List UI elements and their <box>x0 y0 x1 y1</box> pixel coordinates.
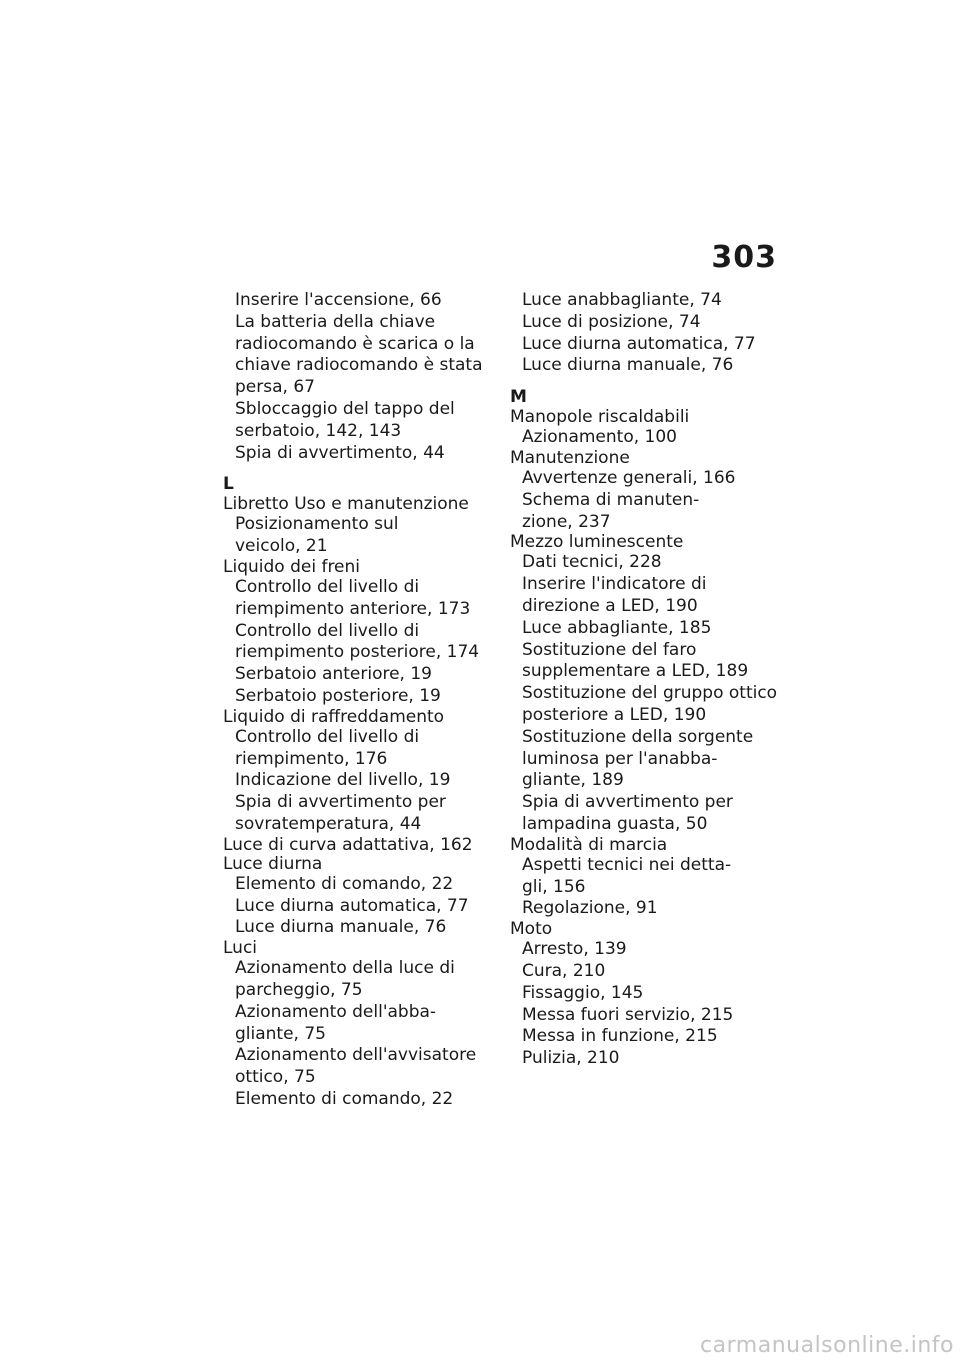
index-line: Spia di avvertimento, 44 <box>235 442 445 463</box>
index-column-left <box>223 290 498 1111</box>
index-line: radiocomando è scarica o la <box>235 333 475 354</box>
index-sub-entry <box>223 399 498 443</box>
index-line: luminosa per l'anabba- <box>522 748 718 769</box>
index-line: Inserire l'indicatore di <box>522 574 707 595</box>
index-line: gliante, 75 <box>235 1023 326 1044</box>
index-line: Elemento di comando, 22 <box>235 1088 454 1109</box>
index-main-entry <box>223 836 498 855</box>
index-line: Luce anabbagliante, 74 <box>522 290 722 310</box>
index-line: Sostituzione del gruppo ottico <box>522 683 778 704</box>
index-sub-entry <box>223 958 498 1002</box>
index-line: Luce diurna automatica, 77 <box>235 895 469 916</box>
index-line: gli, 156 <box>522 876 586 897</box>
index-line: Luci <box>223 938 258 959</box>
index-sub-entry <box>510 855 790 899</box>
index-line: Serbatoio anteriore, 19 <box>235 664 432 685</box>
index-line: Azionamento, 100 <box>522 427 677 448</box>
index-line: M <box>510 387 527 408</box>
index-sub-entry <box>223 514 498 558</box>
index-sub-entry <box>223 770 498 792</box>
index-line: L <box>223 474 234 495</box>
index-line: Elemento di comando, 22 <box>235 873 454 894</box>
index-sub-entry <box>510 618 790 640</box>
index-letter-heading <box>223 474 498 495</box>
index-sub-entry <box>510 312 790 334</box>
index-sub-entry <box>510 552 790 574</box>
index-line: sovratemperatura, 44 <box>235 813 422 834</box>
index-line: Serbatoio posteriore, 19 <box>235 685 441 706</box>
index-line: chiave radiocomando è stata <box>235 355 483 376</box>
index-sub-entry <box>510 939 790 961</box>
index-line: Sostituzione del faro <box>522 639 697 660</box>
index-line: Luce diurna manuale, 76 <box>522 355 734 376</box>
index-sub-entry <box>510 490 790 534</box>
index-line: Messa in funzione, 215 <box>522 1026 718 1047</box>
index-line: Controllo del livello di <box>235 726 420 747</box>
index-main-entry <box>223 495 498 514</box>
index-line: Aspetti tecnici nei detta- <box>522 854 732 875</box>
index-column-right <box>510 290 790 1070</box>
index-main-entry <box>223 558 498 577</box>
index-line: direzione a LED, 190 <box>522 595 698 616</box>
index-line: Azionamento dell'avvisatore <box>235 1045 477 1066</box>
index-line: Luce abbagliante, 185 <box>522 617 712 638</box>
index-line: Arresto, 139 <box>522 939 627 960</box>
index-main-entry <box>510 408 790 427</box>
index-main-entry <box>510 449 790 468</box>
index-sub-entry <box>223 621 498 665</box>
index-sub-entry <box>223 792 498 836</box>
index-line: Messa fuori servizio, 215 <box>522 1004 734 1025</box>
index-sub-entry <box>510 727 790 792</box>
index-sub-entry <box>223 1089 498 1111</box>
index-line: Schema di manuten- <box>522 489 700 510</box>
index-sub-entry <box>223 896 498 918</box>
index-line: supplementare a LED, 189 <box>522 661 749 682</box>
index-line: Mezzo luminescente <box>510 532 684 553</box>
index-sub-entry <box>510 355 790 377</box>
index-sub-entry <box>223 727 498 771</box>
index-line: zione, 237 <box>522 511 611 532</box>
index-line: Modalità di marcia <box>510 834 668 855</box>
index-line: Luce di posizione, 74 <box>522 311 701 332</box>
index-line: Controllo del livello di <box>235 576 420 597</box>
index-sub-entry <box>510 427 790 449</box>
index-sub-entry <box>510 1026 790 1048</box>
index-sub-entry <box>510 468 790 490</box>
index-letter-heading <box>510 387 790 408</box>
index-line: Luce diurna manuale, 76 <box>235 917 447 938</box>
page-number: 303 <box>711 240 777 275</box>
index-main-entry <box>510 836 790 855</box>
index-line: Cura, 210 <box>522 960 606 981</box>
index-sub-entry <box>510 792 790 836</box>
index-line: parcheggio, 75 <box>235 979 363 1000</box>
index-sub-entry <box>223 664 498 686</box>
index-line: Indicazione del livello, 19 <box>235 770 451 791</box>
index-sub-entry <box>510 961 790 983</box>
index-sub-entry <box>223 1045 498 1089</box>
index-sub-entry <box>223 874 498 896</box>
index-line: Controllo del livello di <box>235 620 420 641</box>
index-sub-entry <box>510 683 790 727</box>
index-sub-entry <box>223 290 498 312</box>
index-sub-entry <box>510 574 790 618</box>
index-sub-entry <box>223 312 498 399</box>
index-sub-entry <box>510 898 790 920</box>
index-line: serbatoio, 142, 143 <box>235 420 402 441</box>
index-line: gliante, 189 <box>522 770 624 791</box>
index-line: Liquido di raffreddamento <box>223 706 445 727</box>
index-sub-entry <box>223 686 498 708</box>
index-line: Liquido dei freni <box>223 556 361 577</box>
index-line: Spia di avvertimento per <box>235 792 446 813</box>
index-line: Avvertenze generali, 166 <box>522 467 736 488</box>
index-sub-entry <box>510 334 790 356</box>
index-line: ottico, 75 <box>235 1067 316 1088</box>
index-main-entry <box>510 920 790 939</box>
index-line: riempimento anteriore, 173 <box>235 598 471 619</box>
index-line: Spia di avvertimento per <box>522 792 733 813</box>
index-line: persa, 67 <box>235 377 315 398</box>
index-line: Posizionamento sul <box>235 514 399 535</box>
index-main-entry <box>223 939 498 958</box>
index-line: Libretto Uso e manutenzione <box>223 494 469 515</box>
index-line: Dati tecnici, 228 <box>522 552 662 573</box>
index-sub-entry <box>223 443 498 465</box>
index-sub-entry <box>223 1002 498 1046</box>
index-line: veicolo, 21 <box>235 536 328 557</box>
index-line: riempimento, 176 <box>235 748 388 769</box>
index-line: Manopole riscaldabili <box>510 407 690 428</box>
index-line: Fissaggio, 145 <box>522 982 644 1003</box>
index-line: Manutenzione <box>510 447 630 468</box>
index-line: Sostituzione della sorgente <box>522 726 754 747</box>
index-sub-entry <box>510 1005 790 1027</box>
index-sub-entry <box>223 917 498 939</box>
index-sub-entry <box>510 1048 790 1070</box>
watermark: carmanualsonline.info <box>700 1333 954 1358</box>
index-line: Luce di curva adattativa, 162 <box>223 834 473 855</box>
index-line: Luce diurna automatica, 77 <box>522 333 756 354</box>
index-sub-entry <box>510 640 790 684</box>
index-line: La batteria della chiave <box>235 311 436 332</box>
index-sub-entry <box>223 577 498 621</box>
index-line: Regolazione, 91 <box>522 898 658 919</box>
index-line: Moto <box>510 919 553 940</box>
index-main-entry <box>510 533 790 552</box>
index-line: Azionamento della luce di <box>235 958 455 979</box>
index-line: Azionamento dell'abba- <box>235 1001 437 1022</box>
index-line: Pulizia, 210 <box>522 1048 620 1069</box>
index-main-entry <box>223 855 498 874</box>
index-line: Luce diurna <box>223 853 323 874</box>
index-line: Inserire l'accensione, 66 <box>235 290 442 310</box>
index-line: Sbloccaggio del tappo del <box>235 398 455 419</box>
index-line: posteriore a LED, 190 <box>522 704 707 725</box>
index-line: lampadina guasta, 50 <box>522 813 708 834</box>
index-main-entry <box>223 708 498 727</box>
index-sub-entry <box>510 983 790 1005</box>
index-sub-entry <box>510 290 790 312</box>
index-line: riempimento posteriore, 174 <box>235 642 480 663</box>
